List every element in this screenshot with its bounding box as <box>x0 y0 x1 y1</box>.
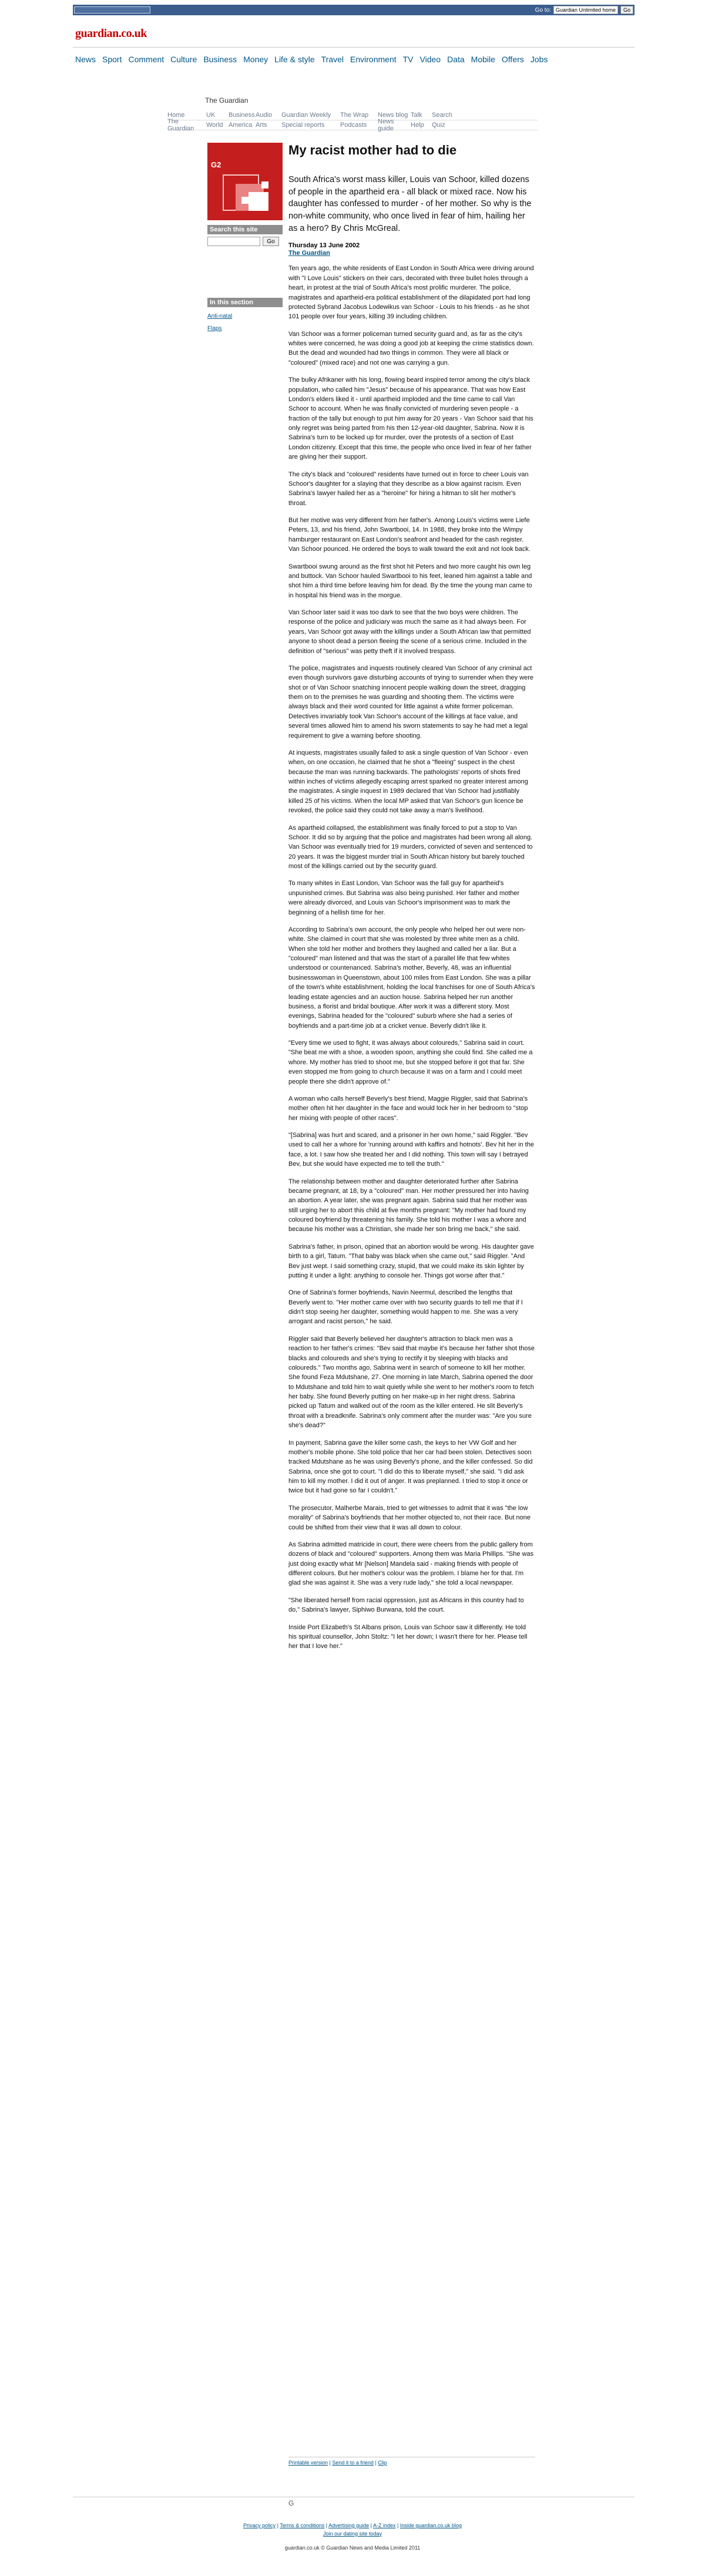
article-standfirst: South Africa's worst mass killer, Louis van Schoor, killed dozens of people in the apartheid era - all black or mixed race. Now his daughter has confessed to murder - of her mother. So why is the non-white community, who once lived in fear of him, hailing her as a hero? By Chris McGreal. <box>288 175 532 233</box>
article-paragraph: "[Sabrina] was hurt and scared, and a prisoner in her own home," said Riggler. "Bev used to call her a whore for 'running around with kaffirs and hotnots'. Bev hit her in the face, a lot. I saw how she treated her and I did nothing. This town will say I betrayed Bev, but she would have expected me to tell the truth." <box>288 1132 534 1168</box>
sub-nav-item[interactable]: Podcasts <box>340 122 367 129</box>
copyright: guardian.co.uk © Guardian News and Media Limited 2011 <box>284 2545 421 2551</box>
article-paragraph: As apartheid collapsed, the establishment was finally forced to put a stop to Van Schoor. It did so by arguing that the police and magistrates had been wrong all along. Van Schoor was eventually tried for 19 murders, convicted of seven and sentenced to 20 years. It was the biggest murder trial in South African history but barely touched most of the killings carried out by the security guard. <box>288 824 533 870</box>
advertising-guide-link[interactable]: Advertising guide <box>328 2523 370 2528</box>
sub-nav-item[interactable]: Help <box>411 122 424 129</box>
sub-nav-item[interactable]: The Guardian <box>167 118 194 132</box>
article-paragraph: To many whites in East London, Van Schoor was the fall guy for apartheid's unpunished crimes. But Sabrina was also being punished. Her father and mother were already divorced, and Louis van Schoor's imprisonment was to mark the beginning of a hellish time for her. <box>288 880 520 916</box>
goto-navigation <box>535 6 633 14</box>
article-tools: Printable version | Send it to a friend | Clip <box>288 2457 535 2466</box>
main-nav-item[interactable]: TV <box>402 55 414 64</box>
article-paragraph: Sabrina's father, in prison, opined that an abortion would be wrong. His daughter gave birth to a girl, Tatum. "That baby was black when she came out," said Riggler. "And Bev just wept. I said something crazy, stupid, that we could make its skin lighter by putting it under a light: anything to console her. Things got worse after that." <box>288 1243 534 1279</box>
in-section-title: In this section <box>207 298 283 307</box>
guardian-unlimited-logo[interactable] <box>74 6 150 14</box>
main-nav-item[interactable]: Jobs <box>530 55 548 64</box>
article-paragraph: At inquests, magistrates usually failed to ask a single question of Van Schoor - even when, on one occasion, he claimed that he shot a "fleeing" suspect in the chest because the man was running backwards. The pathologists' reports of shots fired within inches of victims allegedly escaping arrest sparked no greater interest among the magistrates. A single inquest in 1989 declared that Van Schoor had justifiably killed 25 of his victims. When the local MP asked that Van Schoor's gun licence be revoked, the police said they could not take away a man's livelihood. <box>288 749 528 815</box>
send-to-friend-link[interactable]: Send it to a friend <box>332 2460 374 2466</box>
article-paragraph: But her motive was very different from her father's. Among Louis's victims were Liefe Peters, 13, and his friend, John Swartbooi, 14. In 1988, they broke into the Wimpy hamburger restaurant on East London's seafront and headed for the cash register. Van Schoor pounced. He ordered the boys to walk toward the exit and not look back. <box>288 517 531 553</box>
in-section-link[interactable]: Anti-natal <box>207 313 233 320</box>
main-navigation <box>75 55 554 64</box>
header-divider <box>73 47 634 48</box>
article-paragraph: The relationship between mother and daughter deteriorated further after Sabrina became pregnant, at 18, by a "coloured" man. Her mother pressured her into having an abortion. A year later, she was pregnant again. Sabrina said that her mother was still urging her to abort this child at five months pregnant: "My mother had found my coloured boyfriend by threatening his family. She told his mother I was a whore and because his mother was a Christian, she made her son bring me back," she said. <box>288 1178 529 1233</box>
sub-nav-item[interactable]: News blog <box>378 112 408 119</box>
main-nav-item[interactable]: Comment <box>128 55 164 64</box>
privacy-policy-link[interactable]: Privacy policy <box>243 2523 276 2528</box>
goto-label: Go to: <box>535 6 551 14</box>
search-go-button[interactable]: Go <box>263 237 279 246</box>
in-section-link[interactable]: Flaps <box>207 325 222 332</box>
article <box>288 143 535 1659</box>
section-label: The Guardian <box>205 96 249 105</box>
main-nav-item[interactable]: Travel <box>321 55 344 64</box>
article-paragraph: "She liberated herself from racial oppression, just as Africans in this country had to do," Sabrina's lawyer, Siphiwo Burwana, told the court. <box>288 1596 524 1614</box>
main-nav-item[interactable]: Sport <box>102 55 122 64</box>
article-paragraph: The bulky Afrikaner with his long, flowing beard inspired terror among the city's black population, who called him "Jesus" because of his appearance. That was how East London's elders liked it - until apartheid imploded and the time came to call Van Schoor to account. When he was finally convicted of murdering seven people - a fraction of the tally but enough to put him away for 20 years - Van Schoor said that his only regret was being parted from his then 12-year-old daughter, Sabrina. Now it is Sabrina's turn to be locked up for murder, over the protests of a section of East London citizenry. Except that this time, the people who once lived in fear of her father are giving her their support. <box>288 376 533 461</box>
sub-nav-row <box>167 110 538 120</box>
printable-version-link[interactable]: Printable version <box>288 2460 328 2466</box>
inside-blog-link[interactable]: Inside guardian.co.uk blog <box>400 2523 462 2528</box>
site-logo[interactable]: guardian.co.uk <box>75 27 147 40</box>
article-paragraph: A woman who calls herself Beverly's best friend, Maggie Riggler, said that Sabrina's mother often hit her daughter in the face and would lock her in her bedroom to "stop her mixing with people of other races". <box>288 1095 528 1122</box>
dating-site-link[interactable]: Join our dating site today <box>323 2530 382 2537</box>
publication-link[interactable]: The Guardian <box>288 250 330 257</box>
main-nav-item[interactable]: Money <box>243 55 268 64</box>
main-nav-item[interactable]: Offers <box>501 55 524 64</box>
left-sidebar <box>207 143 283 246</box>
main-nav-item[interactable]: Culture <box>170 55 197 64</box>
goto-go-button[interactable]: Go <box>620 6 633 14</box>
sub-nav-item[interactable]: Home <box>167 112 185 119</box>
article-body <box>288 264 535 1651</box>
sub-nav-item[interactable]: UK <box>206 112 216 119</box>
a-z-index-link[interactable]: A-Z index <box>373 2523 396 2528</box>
sub-nav-row <box>167 120 538 130</box>
main-nav-item[interactable]: Business <box>203 55 237 64</box>
article-paragraph: Van Schoor was a former policeman turned security guard and, as far as the city's whites were concerned, he was doing a good job at keeping the crime statistics down. But the dead and wounded had two things in common. They were all black or "coloured" (mixed race) and not one was carrying a gun. <box>288 330 534 366</box>
sub-nav-item[interactable]: Arts <box>256 122 267 129</box>
article-paragraph: The police, magistrates and inquests routinely cleared Van Schoor of any criminal act even though survivors gave disturbing accounts of trying to surrender when they were shot or of Van Schoor snatching innocent people walking down the street, dragging them on to the premises he was guarding and shooting them. The victims were always black and their word counted for little against a white former policeman. Detectives invariably took Van Schoor's account of the killings at face value, and several times allowed him to amend his sworn statements to say he had met a legal requirement to give a warning before shooting. <box>288 664 534 739</box>
footer-links: Privacy policy | Terms & conditions | Advertising guide | A-Z index | Inside guardian.co.uk blog Join our dating site today <box>243 2523 462 2537</box>
article-paragraph: Van Schoor later said it was too dark to see that the two boys were children. The response of the police and judiciary was much the same as it had always been. For years, Van Schoor got away with the killings under a South African law that permitted anyone to shoot dead a person fleeing the scene of a serious crime. Included in the definition of "serious" was petty theft if it involved trespass. <box>288 609 531 655</box>
sub-nav-item[interactable]: Quiz <box>432 122 445 129</box>
sub-nav-item[interactable]: World <box>206 122 223 129</box>
article-date: Thursday 13 June 2002 <box>288 242 360 250</box>
sub-nav-item[interactable]: Talk <box>411 112 422 119</box>
main-nav-item[interactable]: News <box>75 55 96 64</box>
top-bar <box>73 5 634 15</box>
promo-label: G2 <box>211 160 221 169</box>
main-nav-item[interactable]: Mobile <box>471 55 495 64</box>
sub-nav-item[interactable]: Search <box>432 112 452 119</box>
article-paragraph: The city's black and "coloured" residents have turned out in force to cheer Louis van Schoor's daughter for a slaying that they describe as a blow against racism. Even Sabrina's lawyer hailed her as a "heroine" for hiring a hitman to slit her mother's throat. <box>288 470 529 507</box>
main-nav-item[interactable]: Life & style <box>274 55 315 64</box>
article-paragraph: Ten years ago, the white residents of East London in South Africa were driving around with "I Love Louis" stickers on their cars, decorated with three bullet holes through a heart, in protest at the trial of South Africa's most prolific murderer. The police, magistrates and apartheid-era political establishment of the dilapidated port had long protected Sybrand Jacobus Lodewikus van Schoor - Louis to his friends - as he shot 101 people over four years, killing 39 including children. <box>288 265 534 321</box>
article-paragraph: "Every time we used to fight, it was always about coloureds," Sabrina said in court. "She beat me with a shoe, a wooden spoon, anything she could find. She called me a whore. My mother has tried to shoot me, but she stopped before it got that far. She even stopped me from going to church because it was on a farm and I could meet people there she didn't approve of." <box>288 1040 533 1085</box>
article-headline: My racist mother had to die <box>288 143 457 157</box>
article-paragraph: One of Sabrina's former boyfriends, Navin Neermul, described the lengths that Beverly went to. "Her mother came over with two security guards to tell me that if I didn't stop seeing her daughter, something would happen to me. She was a very arrogant and racist person," he said. <box>288 1289 523 1326</box>
sub-nav-item[interactable]: News guide <box>378 118 394 132</box>
terms-link[interactable]: Terms & conditions <box>280 2523 325 2528</box>
search-title: Search this site <box>207 225 283 234</box>
sub-nav-item[interactable]: The Wrap <box>340 112 369 119</box>
sub-nav-item[interactable]: Business <box>229 112 255 119</box>
article-paragraph: Riggler said that Beverly believed her daughter's attraction to black men was a reaction to her father's crimes: "Bev said that maybe it's because her father shot those blacks and coloureds and she's trying to rectify it by sleeping with blacks and coloureds." Two months ago, Sabrina went in search of someone to kill her mother. She found Feza Mdutshane, 27. One morning in late March, Sabrina opened the door to Mdutshane and told him to wait quietly while she went to her mother's room to fetch her baby. She found Beverly putting on her make-up in her night dress. Sabrina picked up Tatum and walked out of the room as the killer entered. He slit Beverly's throat with a breadknife. Sabrina's only comment after the murder was: "Are you sure she's dead?" <box>288 1335 535 1430</box>
article-paragraph: Inside Port Elizabeth's St Albans prison, Louis van Schoor saw it differently. He told his spiritual counsellor, John Stoltz: "I let her down; I wasn't there for her. Please tell her that I love her." <box>288 1623 528 1650</box>
article-paragraph: Swartbooi swung around as the first shot hit Peters and two more caught his own leg and buttock. Van Schoor hauled Swartbooi to his feet, leaned him against a table and shot him a third time before leaving him for dead. By the time the young man came to in hospital his friend was in the morgue. <box>288 563 532 599</box>
article-paragraph: According to Sabrina's own account, the only people who helped her out were non-white. She claimed in court that she was molested by three white men as a child. When she told her mother and brothers they laughed and called her a liar. But a "coloured" man listened and that was the start of a parallel life that few whites understood or countenanced. Sabrina's mother, Beverly, 48, was an influential businesswoman in Queenstown, about 100 miles from East London. She was a pillar of the town's white establishment, holding the local franchises for one of South Africa's leading estate agencies and an auction house. Sabrina helped her run another business, a florist and bridal boutique. After work it was a different story. Most evenings, Sabrina headed for the "coloured" suburb where she had a series of boyfriends and a part-time job at a cricket venue. Beverly didn't like it. <box>288 926 535 1030</box>
g2-promo-image[interactable] <box>207 143 283 220</box>
sub-nav-item[interactable]: Special reports <box>281 122 325 129</box>
main-nav-item[interactable]: Video <box>419 55 441 64</box>
sub-nav-item[interactable]: America <box>229 122 253 129</box>
search-form <box>207 237 283 246</box>
main-nav-item[interactable]: Environment <box>350 55 397 64</box>
search-input[interactable] <box>207 237 260 246</box>
article-paragraph: The prosecutor, Malherbe Marais, tried to get witnesses to admit that it was "the low morality" of Sabrina's boyfriends that her mother objected to, not their race. But none could be shifted from their view that it was all down to colour. <box>288 1504 531 1531</box>
main-nav-item[interactable]: Data <box>447 55 465 64</box>
sub-nav-item[interactable]: Guardian Weekly <box>281 112 331 119</box>
sub-nav-item[interactable]: Audio <box>256 112 273 119</box>
in-section-box <box>207 298 283 332</box>
footer-logo[interactable]: G <box>288 2499 294 2507</box>
sub-navigation <box>167 110 538 130</box>
article-paragraph: In payment, Sabrina gave the killer some cash, the keys to her VW Golf and her mother's mobile phone. She told police that her car had been stolen. Detectives soon tracked Mdutshane as he was using Beverly's phone, and the killer confessed. So did Sabrina, once she got to court. "I did do this to liberate myself," she said. "I did ask him to kill my mother. I did it out of anger. It was preplanned. I tried to stop it once or twice but it had gone so far I couldn't." <box>288 1439 533 1495</box>
clip-link[interactable]: Clip <box>378 2460 387 2466</box>
goto-select[interactable]: Guardian Unlimited home <box>553 6 618 14</box>
article-paragraph: As Sabrina admitted matricide in court, there were cheers from the public gallery from dozens of black and "coloured" supporters. Among them was Maria Phillips. "She was just doing exactly what Mr [Nelson] Mandela said - making friends with people of different colours. But her mother's colour was the problem. I blame her for that. I'm glad she was against it. She was a very rude lady," she told a local newspaper. <box>288 1541 534 1587</box>
